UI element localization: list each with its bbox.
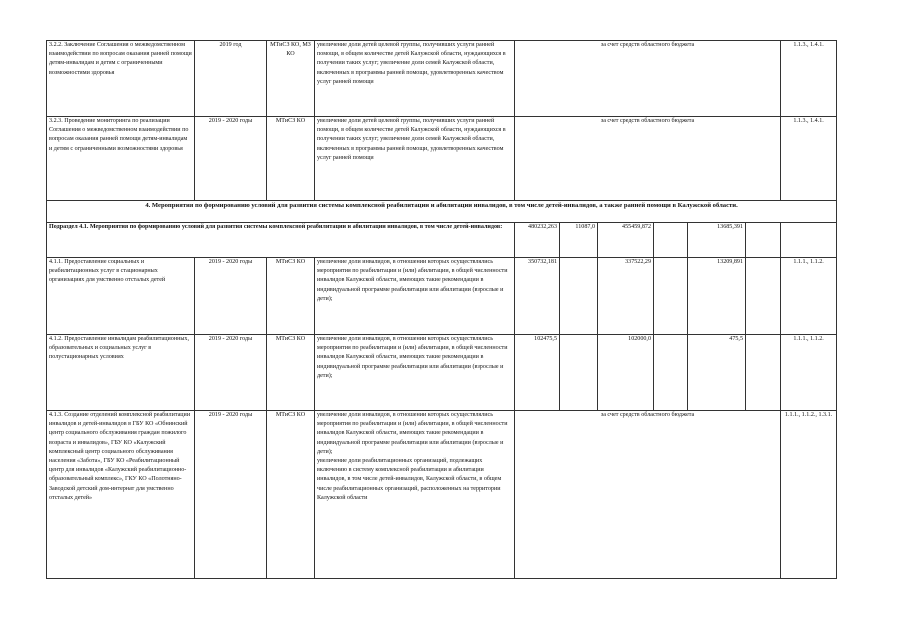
amount-federal: [560, 335, 598, 411]
measure-links: 1.1.3., 1.4.1.: [781, 41, 837, 117]
measure-executor: МТиСЗ КО, МЗ КО: [267, 41, 315, 117]
measure-executor: МТиСЗ КО: [267, 411, 315, 579]
table-row: [47, 41, 837, 117]
measure-executor: МТиСЗ КО: [267, 117, 315, 201]
amount-local: [654, 335, 688, 411]
amount-total: 480232,263: [515, 223, 560, 258]
amount-federal: [560, 258, 598, 335]
measure-period: 2019 - 2020 годы: [195, 117, 267, 201]
measure-indicator: увеличение доли инвалидов, в отношении которых осуществлялись мероприятия по реабилитации и (или) абилитации, в общей численности инвалидов Калужской области, имеющих такие рекомендации в индивидуальной программе реабилитации или абилитации (взрослые и дети); увеличение доли реабилитационных организаций, подлежащих включению в систему комплексной реабилитации и абилитации инвалидов, в том числе детей-инвалидов, Калужской области, в общем числе реабилитационных организаций, расположенных на территории Калужской области: [315, 411, 515, 579]
measure-name: 3.2.2. Заключение Соглашения о межведомственном взаимодействии по вопросам оказания ранней помощи детям-инвалидам и детям с ограниченными возможностями здоровья: [47, 41, 195, 117]
table-row: [47, 117, 837, 201]
measure-indicator: увеличение доли инвалидов, в отношении которых осуществлялись мероприятия по реабилитации и (или) абилитации, в общей численности инвалидов Калужской области, имеющих такие рекомендации в индивидуальной программе реабилитации или абилитации (взрослые и дети);: [315, 335, 515, 411]
amount-other: 13209,891: [688, 258, 746, 335]
measure-funding: за счет средств областного бюджета: [515, 411, 781, 579]
measure-period: 2019 - 2020 годы: [195, 258, 267, 335]
measure-indicator: увеличение доли инвалидов, в отношении которых осуществлялись мероприятия по реабилитации и (или) абилитации, в общей численности инвалидов Калужской области, имеющих такие рекомендации в индивидуальной программе реабилитации или абилитации (взрослые и дети);: [315, 258, 515, 335]
amount-regional: 102000,0: [598, 335, 654, 411]
section-title: 4. Мероприятия по формированию условий для развития системы комплексной реабилитации и абилитации инвалидов, в том числе детей-инвалидов, а также ранней помощи в Калужской области.: [47, 201, 837, 223]
measure-executor: МТиСЗ КО: [267, 258, 315, 335]
measure-name: 4.1.2. Предоставление инвалидам реабилитационных, образовательных и социальных услуг в полустационарных условиях: [47, 335, 195, 411]
amount-local: [654, 258, 688, 335]
measure-links: 1.1.1., 1.1.2.: [781, 258, 837, 335]
amount-local: [654, 223, 688, 258]
measure-links: 1.1.1., 1.1.2.: [781, 335, 837, 411]
table-row: [47, 258, 837, 335]
amount-extra: [746, 223, 781, 258]
measure-links: 1.1.3., 1.4.1.: [781, 117, 837, 201]
section-row: [47, 201, 837, 223]
amount-total: 350732,181: [515, 258, 560, 335]
measure-period: 2019 - 2020 годы: [195, 335, 267, 411]
amount-extra: [746, 335, 781, 411]
measure-indicator: увеличение доли детей целевой группы, получивших услуги ранней помощи, в общем количестве детей Калужской области, нуждающихся в получении таких услуг; увеличение доли семей Калужской области, включенных в программы ранней помощи, удовлетворенных качеством услуг ранней помощи: [315, 117, 515, 201]
measure-links: 1.1.1., 1.1.2., 1.3.1.: [781, 411, 837, 579]
measure-funding: за счет средств областного бюджета: [515, 41, 781, 117]
amount-regional: 337522,29: [598, 258, 654, 335]
amount-total: 102475,5: [515, 335, 560, 411]
subsection-row: [47, 223, 837, 258]
amount-other: 475,5: [688, 335, 746, 411]
measure-funding: за счет средств областного бюджета: [515, 117, 781, 201]
subsection-title: Подраздел 4.1. Мероприятия по формированию условий для развития системы комплексной реабилитации и абилитации инвалидов, в том числе детей-инвалидов:: [47, 223, 515, 258]
table-row: [47, 335, 837, 411]
measure-period: 2019 - 2020 годы: [195, 411, 267, 579]
measure-name: 4.1.1. Предоставление социальных и реабилитационных услуг в стационарных организациях для умственно отсталых детей: [47, 258, 195, 335]
measure-indicator: увеличение доли детей целевой группы, получивших услуги ранней помощи, в общем количестве детей Калужской области, нуждающихся в получении таких услуг; увеличение доли семей Калужской области, включенных в программы ранней помощи, удовлетворенных качеством услуг ранней помощи: [315, 41, 515, 117]
measures-table: [46, 40, 837, 579]
measure-name: 4.1.3. Создание отделений комплексной реабилитации инвалидов и детей-инвалидов в ГБУ КО «Обнинский центр социального обслуживания граждан пожилого возраста и инвалидов», ГБУ КО «Калужский комплексный центр социального обслуживания населения «Забота», ГБУ КО «Реабилитационный центр для инвалидов «Калужский реабилитационно-образовательный комплекс», ГКУ КО «Полотняно-Заводской детский дом-интернат для умственно отсталых детей»: [47, 411, 195, 579]
amount-other: 13685,391: [688, 223, 746, 258]
measure-name: 3.2.3. Проведение мониторинга по реализации Соглашения о межведомственном взаимодействии по вопросам оказания ранней помощи детям-инвалидам и детям с ограниченными возможностями здоровья: [47, 117, 195, 201]
amount-extra: [746, 258, 781, 335]
measure-links: [781, 223, 837, 258]
amount-federal: 11087,0: [560, 223, 598, 258]
measure-executor: МТиСЗ КО: [267, 335, 315, 411]
amount-regional: 455459,872: [598, 223, 654, 258]
table-row: [47, 411, 837, 579]
measure-period: 2019 год: [195, 41, 267, 117]
